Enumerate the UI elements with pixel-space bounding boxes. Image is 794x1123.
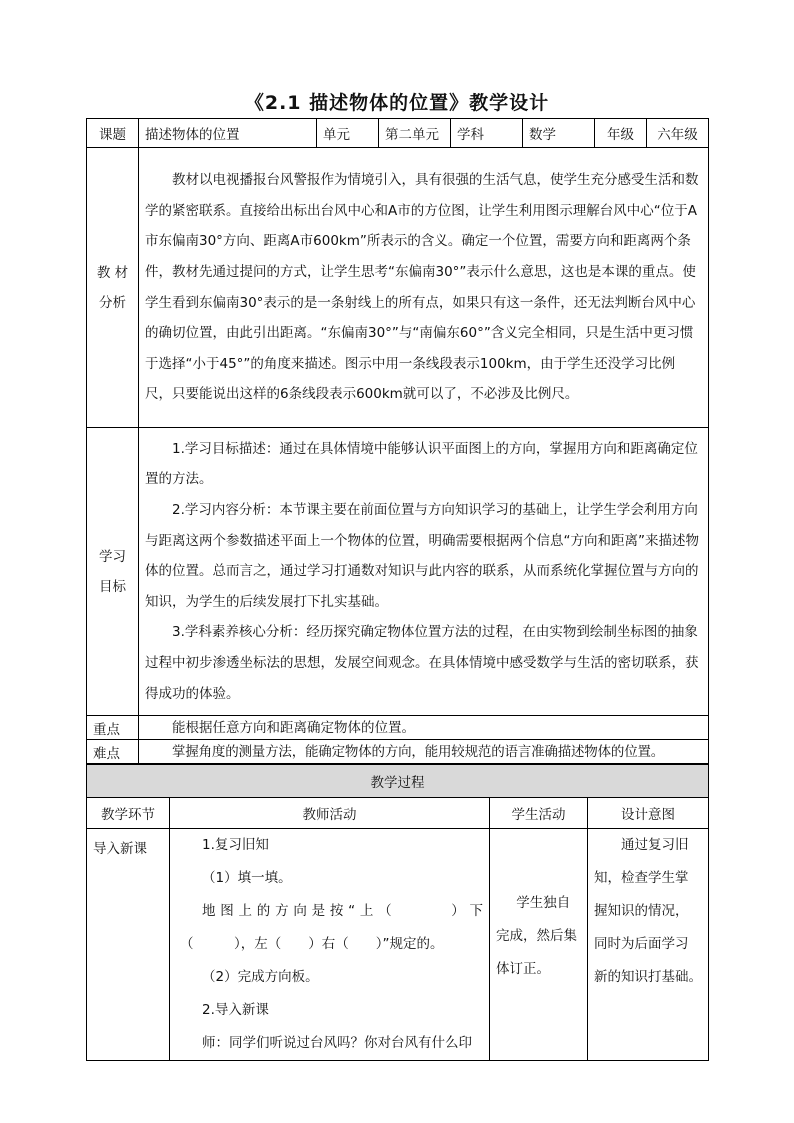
goal-item-2: 2.学习内容分析：本节课主要在前面位置与方向知识学习的基础上，让学生学会利用方向与距离这两个参数描述平面上一个物体的位置，明确需要根据两个信息“方向和距离”来描述物体的位置。总而言之，通过学习打通数对知识与此内容的联系，从而系统化掌握位置与方向的知识，为学生的后续发展打下扎实基础。 xyxy=(145,502,699,610)
analysis-label-line2: 分析 xyxy=(99,294,126,311)
intent-line-3: 握知识的情况， xyxy=(594,903,689,919)
process-header-row xyxy=(87,765,709,798)
teacher-activity xyxy=(170,829,490,1061)
subject-value: 数学 xyxy=(523,119,595,148)
student-activity xyxy=(490,829,588,1061)
key-point-text: 能根据任意方向和距离确定物体的位置。 xyxy=(172,719,415,736)
document-title: 《2.1 描述物体的位置》教学设计 xyxy=(244,92,550,114)
goals-label xyxy=(87,428,139,716)
process-header: 教学过程 xyxy=(87,765,709,798)
analysis-label xyxy=(87,148,139,428)
intent-line-4: 同时为后面学习 xyxy=(594,936,689,952)
difficulty-label: 难点 xyxy=(87,740,139,764)
student-line-3: 体订正。 xyxy=(496,961,550,977)
teaching-process-table xyxy=(86,764,709,1061)
teacher-line-3: 地图上的方向是按“上（ ）下 xyxy=(202,903,483,919)
col-stage: 教学环节 xyxy=(87,798,170,829)
design-intent xyxy=(588,829,709,1061)
analysis-text: 教材以电视播报台风警报作为情境引入，具有很强的生活气息，使学生充分感受生活和数学的紧密联系。直接给出标出台风中心和A市的方位图，让学生利用图示理解台风中心“位于A市东偏南30°方向、距离A市600km”所表示的含义。确定一个位置，需要方向和距离两个条件，教材先通过提问的方式，让学生思考“东偏南30°”表示什么意思，这也是本课的重点。使学生看到东偏南30°表示的是一条射线上的所有点，如果只有这一条件，还无法判断台风中心的确切位置，由此引出距离。“东偏南30°”与“南偏东60°”含义完全相同，只是生活中更习惯于选择“小于45°”的角度来描述。图示中用一条线段表示100km，由于学生还没学习比例尺，只要能说出这样的6条线段表示600km就可以了，不必涉及比例尺。 xyxy=(145,172,699,403)
topic-value: 描述物体的位置 xyxy=(139,119,317,148)
stage-name: 导入新课 xyxy=(87,829,170,1061)
topic-label: 课题 xyxy=(87,119,139,148)
intent-line-2: 知，检查学生掌 xyxy=(594,870,689,886)
subject-label: 学科 xyxy=(451,119,523,148)
intent-line-5: 新的知识打基础。 xyxy=(594,969,702,985)
student-line-1: 学生独自 xyxy=(516,895,571,911)
col-teacher: 教师活动 xyxy=(170,798,490,829)
goal-item-1: 1.学习目标描述：通过在具体情境中能够认识平面图上的方向，掌握用方向和距离确定位置的方法。 xyxy=(145,440,698,488)
goals-label-line1: 学习 xyxy=(99,548,126,565)
process-row-intro xyxy=(87,829,709,1061)
grade-value: 六年级 xyxy=(647,119,709,148)
teacher-line-2: （1）填一填。 xyxy=(202,870,292,886)
key-point-label: 重点 xyxy=(87,716,139,740)
intent-line-1: 通过复习旧 xyxy=(621,837,689,853)
analysis-row xyxy=(87,148,709,428)
difficulty-row xyxy=(87,740,709,764)
analysis-label-line1: 教 材 xyxy=(96,264,129,281)
lesson-info-table xyxy=(86,118,709,764)
teacher-line-6: 2.导入新课 xyxy=(202,1002,269,1018)
unit-value: 第二单元 xyxy=(379,119,451,148)
key-point-row xyxy=(87,716,709,740)
grade-label: 年级 xyxy=(595,119,647,148)
unit-label: 单元 xyxy=(317,119,379,148)
teacher-line-5: （2）完成方向板。 xyxy=(202,969,319,985)
col-student: 学生活动 xyxy=(490,798,588,829)
process-columns-row xyxy=(87,798,709,829)
student-line-2: 完成，然后集 xyxy=(496,928,577,944)
goals-row xyxy=(87,428,709,716)
teacher-line-4: （ ），左（ ）右（ ）”规定的。 xyxy=(180,936,444,952)
info-row xyxy=(87,119,709,148)
teacher-line-7: 师：同学们听说过台风吗？你对台风有什么印 xyxy=(202,1035,472,1051)
goals-label-line2: 目标 xyxy=(99,578,126,595)
goal-item-3: 3.学科素养核心分析：经历探究确定物体位置方法的过程，在由实物到绘制坐标图的抽象过程中初步渗透坐标法的思想，发展空间观念。在具体情境中感受数学与生活的密切联系，获得成功的体验。 xyxy=(145,624,699,702)
difficulty-text: 掌握角度的测量方法，能确定物体的方向，能用较规范的语言准确描述物体的位置。 xyxy=(172,743,665,760)
teacher-line-1: 1.复习旧知 xyxy=(202,837,269,853)
col-intent: 设计意图 xyxy=(588,798,709,829)
